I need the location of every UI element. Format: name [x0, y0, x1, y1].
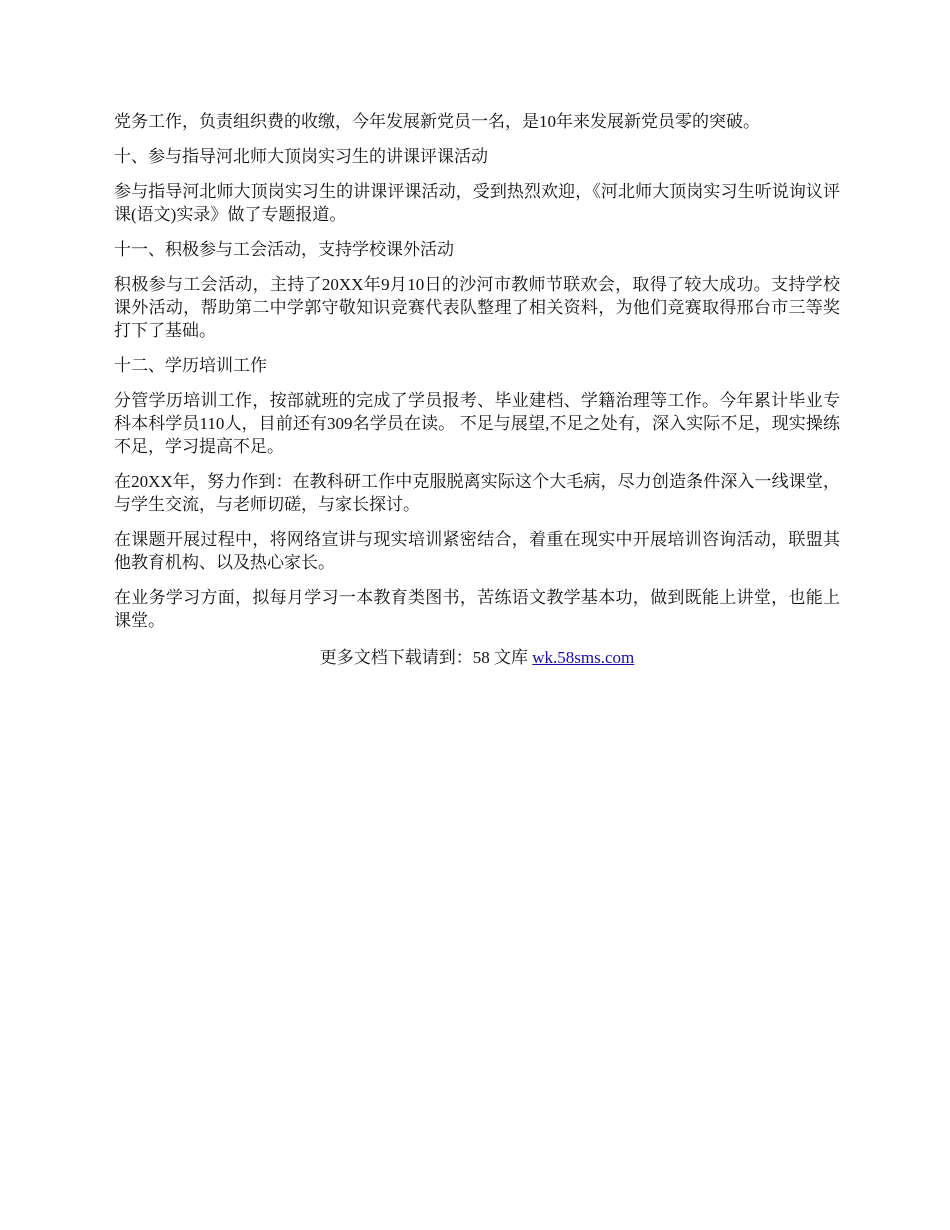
section-heading-12: 十二、学历培训工作: [114, 356, 267, 375]
section-heading-10: 十、参与指导河北师大顶岗实习生的讲课评课活动: [114, 147, 488, 166]
paragraph-section-11: 积极参与工会活动，主持了20XX年9月10日的沙河市教师节联欢会，取得了较大成功。支持学校课外活动，帮助第二中学郭守敬知识竞赛代表队整理了相关资料，为他们竞赛取得邢台市三等奖打下了基础。: [114, 275, 840, 340]
document-body: [114, 110, 840, 669]
paragraph-section-12: 分管学历培训工作，按部就班的完成了学员报考、毕业建档、学籍治理等工作。今年累计毕业专科本科学员110人，目前还有309名学员在读。 不足与展望,不足之处有，深入实际不足，现实操练不足，学习提高不足。: [114, 391, 840, 456]
paragraph-section-10: 参与指导河北师大顶岗实习生的讲课评课活动，受到热烈欢迎，《河北师大顶岗实习生听说询议评课(语文)实录》做了专题报道。: [114, 182, 840, 224]
paragraph-plan-1: 在20XX年，努力作到：在教科研工作中克服脱离实际这个大毛病，尽力创造条件深入一线课堂，与学生交流，与老师切磋，与家长探讨。: [114, 472, 840, 514]
footer-prefix: 更多文档下载请到：58 文库: [319, 648, 533, 667]
download-footer: [114, 646, 840, 669]
footer-link[interactable]: wk.58sms.com: [532, 648, 635, 667]
section-heading-11: 十一、积极参与工会活动，支持学校课外活动: [114, 240, 454, 259]
paragraph-party-work: 党务工作，负责组织费的收缴，今年发展新党员一名，是10年来发展新党员零的突破。: [114, 112, 760, 131]
paragraph-plan-3: 在业务学习方面，拟每月学习一本教育类图书，苦练语文教学基本功，做到既能上讲堂，也能上课堂。: [114, 588, 840, 630]
paragraph-plan-2: 在课题开展过程中，将网络宣讲与现实培训紧密结合，着重在现实中开展培训咨询活动，联盟其他教育机构、以及热心家长。: [114, 530, 840, 572]
